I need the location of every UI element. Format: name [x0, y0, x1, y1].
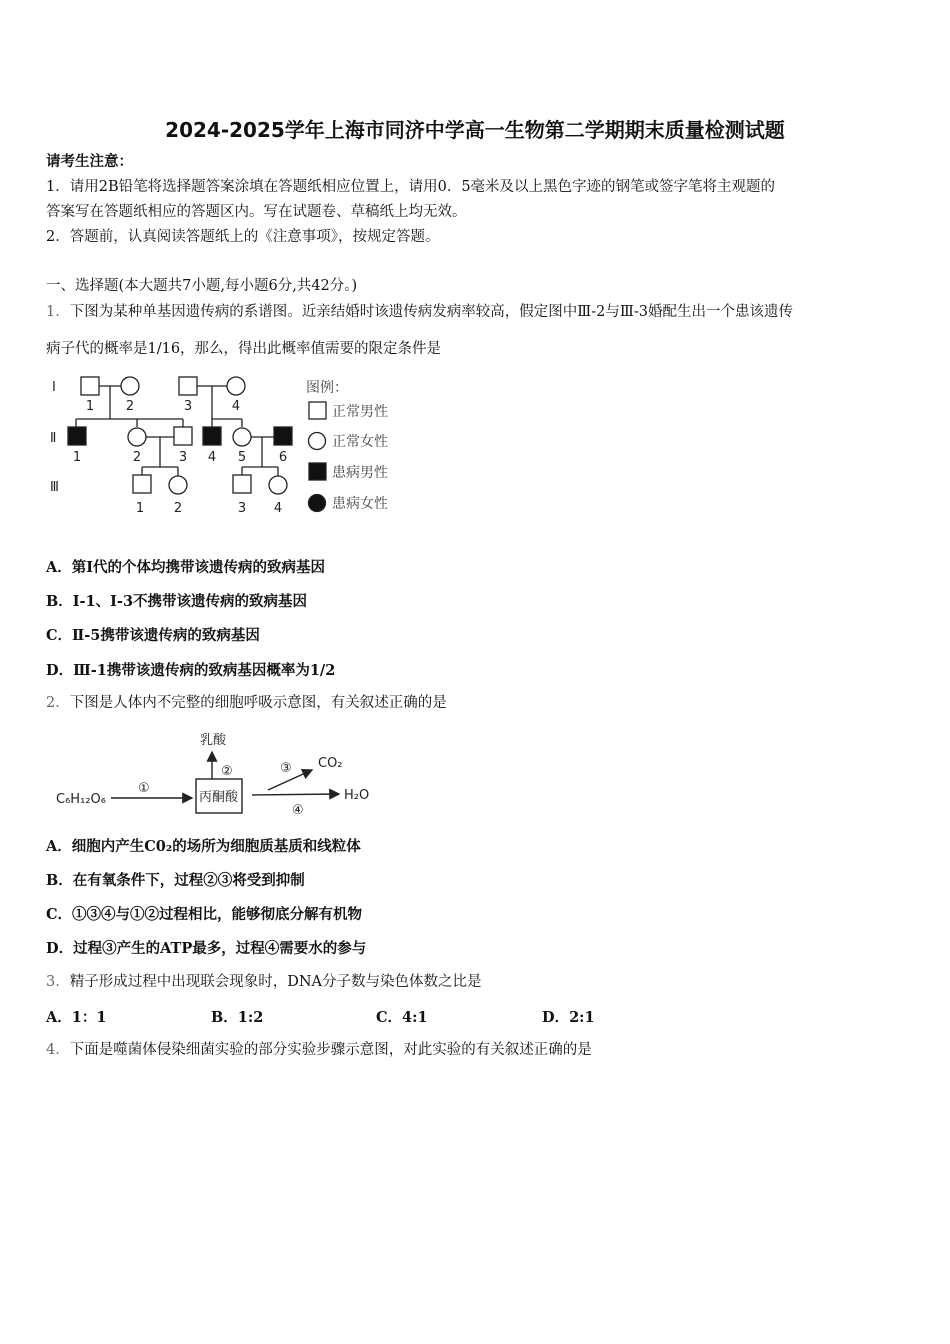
- question-text: 下图为某种单基因遗传病的系谱图。近亲结婚时该遗传病发病率较高，假定图中Ⅲ-2与Ⅲ-3婚配生出一个患该遗传: [69, 304, 793, 320]
- legend-label: 正常女性: [332, 434, 388, 450]
- individual-number: 3: [178, 450, 188, 465]
- notice-heading: 请考生注意：: [46, 153, 133, 170]
- q1-option-b[interactable]: B．Ⅰ-1、Ⅰ-3不携带该遗传病的致病基因: [46, 593, 308, 610]
- female-normal-symbol: [128, 428, 146, 446]
- male-affected-symbol: [68, 427, 86, 445]
- legend-female-normal-symbol: [309, 433, 326, 450]
- male-normal-symbol: [81, 377, 99, 395]
- co2-label: CO₂: [318, 756, 343, 771]
- q3-option-b[interactable]: B．1:2: [211, 1009, 264, 1026]
- q2-option-b[interactable]: B．在有氧条件下，过程②③将受到抑制: [46, 872, 305, 889]
- step-4-label: ④: [292, 803, 304, 818]
- legend-label: 患病男性: [332, 465, 388, 481]
- q2-option-d[interactable]: D．过程③产生的ATP最多，过程④需要水的参与: [46, 940, 367, 957]
- female-normal-symbol: [169, 476, 187, 494]
- q3-option-d[interactable]: D．2:1: [542, 1009, 595, 1026]
- respiration-diagram: [46, 724, 386, 820]
- q1-option-d[interactable]: D．Ⅲ-1携带该遗传病的致病基因概率为1/2: [46, 662, 336, 679]
- question-3: [46, 972, 482, 992]
- generation-label: Ⅱ: [50, 431, 57, 446]
- legend-title: 图例：: [306, 380, 348, 396]
- question-text: 下图是人体内不完整的细胞呼吸示意图，有关叙述正确的是: [69, 695, 447, 711]
- question-text: 下面是噬菌体侵染细菌实验的部分实验步骤示意图，对此实验的有关叙述正确的是: [69, 1042, 592, 1058]
- generation-label: Ⅰ: [52, 380, 56, 395]
- female-normal-symbol: [227, 377, 245, 395]
- q1-option-c[interactable]: C．Ⅱ-5携带该遗传病的致病基因: [46, 627, 260, 644]
- pedigree-chart: [46, 372, 416, 520]
- generation-label: Ⅲ: [50, 480, 59, 495]
- individual-number: 1: [72, 450, 82, 465]
- individual-number: 2: [125, 399, 135, 414]
- individual-number: 6: [278, 450, 288, 465]
- individual-number: 3: [183, 399, 193, 414]
- lactate-label: 乳酸: [200, 733, 227, 748]
- individual-number: 2: [132, 450, 142, 465]
- step-3-label: ③: [280, 761, 292, 776]
- notice-item-1: 1．请用2B铅笔将选择题答案涂填在答题纸相应位置上，请用0．5毫米及以上黑色字迹的钢笔或签字笔将主观题的: [46, 179, 776, 195]
- legend-male-normal-symbol: [309, 402, 326, 419]
- male-affected-symbol: [203, 427, 221, 445]
- individual-number: 2: [173, 501, 183, 516]
- individual-number: 4: [207, 450, 217, 465]
- page-title: 2024-2025学年上海市同济中学高一生物第二学期期末质量检测试题: [165, 118, 785, 142]
- q3-option-c[interactable]: C．4:1: [376, 1009, 428, 1026]
- question-number: 1．: [46, 304, 70, 320]
- question-2: [46, 693, 447, 713]
- legend-label: 患病女性: [332, 496, 388, 512]
- legend-label: 正常男性: [332, 404, 388, 420]
- male-normal-symbol: [133, 475, 151, 493]
- question-text: 精子形成过程中出现联会现象时，DNA分子数与染色体数之比是: [69, 974, 482, 990]
- individual-number: 4: [231, 399, 241, 414]
- female-normal-symbol: [121, 377, 139, 395]
- q1-option-a[interactable]: A．第Ⅰ代的个体均携带该遗传病的致病基因: [46, 559, 326, 576]
- individual-number: 3: [237, 501, 247, 516]
- question-4: [46, 1040, 592, 1060]
- legend-female-affected-symbol: [309, 495, 326, 512]
- question-1: [46, 302, 793, 322]
- question-number: 3．: [46, 974, 70, 990]
- question-1-cont: 病子代的概率是1/16，那么，得出此概率值需要的限定条件是: [46, 341, 442, 357]
- question-number: 4．: [46, 1042, 70, 1058]
- notice-item-1-cont: 答案写在答题纸相应的答题区内。写在试题卷、草稿纸上均无效。: [46, 204, 467, 220]
- h2o-label: H₂O: [344, 788, 370, 803]
- male-normal-symbol: [174, 427, 192, 445]
- male-normal-symbol: [179, 377, 197, 395]
- step-2-label: ②: [221, 764, 233, 779]
- male-normal-symbol: [233, 475, 251, 493]
- question-number: 2．: [46, 695, 70, 711]
- female-normal-symbol: [233, 428, 251, 446]
- legend-male-affected-symbol: [309, 463, 326, 480]
- step-1-label: ①: [138, 781, 150, 796]
- individual-number: 4: [273, 501, 283, 516]
- male-affected-symbol: [274, 427, 292, 445]
- q2-option-c[interactable]: C．①③④与①②过程相比，能够彻底分解有机物: [46, 906, 363, 923]
- individual-number: 1: [85, 399, 95, 414]
- notice-item-2: 2．答题前，认真阅读答题纸上的《注意事项》，按规定答题。: [46, 229, 440, 245]
- q3-option-a[interactable]: A．1：1: [46, 1009, 107, 1026]
- female-normal-symbol: [269, 476, 287, 494]
- pyruvate-label: 丙酮酸: [199, 790, 239, 805]
- individual-number: 1: [135, 501, 145, 516]
- section-heading: 一、选择题(本大题共7小题,每小题6分,共42分。): [46, 278, 358, 294]
- q2-option-a[interactable]: A．细胞内产生C0₂的场所为细胞质基质和线粒体: [46, 838, 361, 855]
- glucose-label: C₆H₁₂O₆: [56, 792, 106, 807]
- individual-number: 5: [237, 450, 247, 465]
